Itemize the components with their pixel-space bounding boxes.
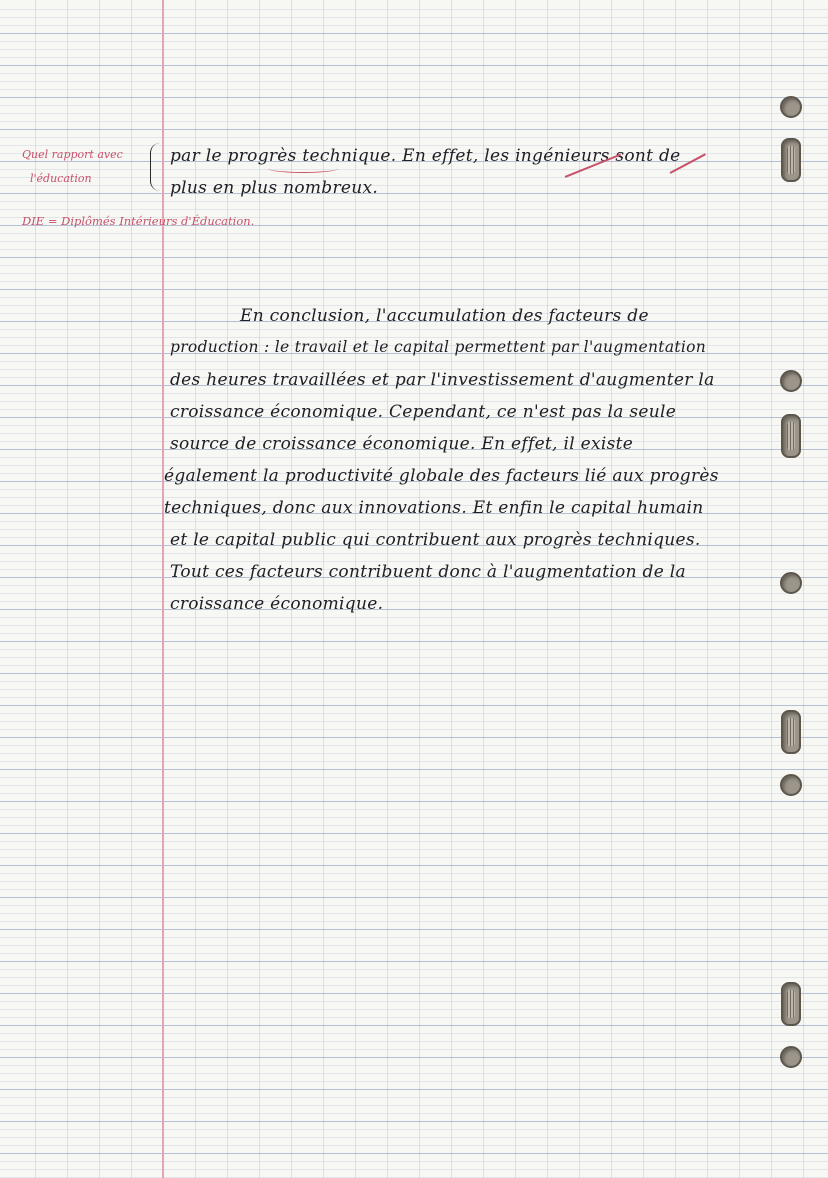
punch-hole	[781, 710, 801, 754]
punch-hole	[781, 138, 801, 182]
die-note: DIE = Diplômés Intérieurs d'Éducation.	[22, 214, 255, 228]
brace	[150, 143, 161, 191]
punch-hole	[781, 414, 801, 458]
punch-hole	[780, 572, 802, 594]
punch-hole	[780, 96, 802, 118]
correction-underline	[268, 164, 338, 173]
conclusion-line: également la productivité globale des facteurs lié aux progrès	[164, 466, 719, 486]
margin-question-line2: l'éducation	[30, 172, 92, 185]
conclusion-line: des heures travaillées et par l'investissement d'augmenter la	[170, 370, 715, 390]
top-paragraph-line1: par le progrès technique. En effet, les ingénieurs sont de	[170, 146, 681, 166]
margin-question-line1: Quel rapport avec	[22, 148, 123, 161]
conclusion-line: et le capital public qui contribuent aux progrès techniques.	[170, 530, 701, 550]
conclusion-line: source de croissance économique. En effet, il existe	[170, 434, 634, 454]
punch-hole	[781, 982, 801, 1026]
conclusion-line: croissance économique.	[170, 594, 384, 614]
conclusion-line: En conclusion, l'accumulation des facteurs de	[240, 306, 649, 326]
conclusion-line: croissance économique. Cependant, ce n'est pas la seule	[170, 402, 677, 422]
margin-line	[162, 0, 164, 1178]
punch-hole	[780, 774, 802, 796]
top-paragraph-line2: plus en plus nombreux.	[170, 178, 379, 198]
conclusion-line: techniques, donc aux innovations. Et enfin le capital humain	[164, 498, 704, 518]
conclusion-line: production : le travail et le capital permettent par l'augmentation	[170, 338, 707, 356]
conclusion-line: Tout ces facteurs contribuent donc à l'augmentation de la	[170, 562, 686, 582]
punch-hole	[780, 1046, 802, 1068]
punch-hole	[780, 370, 802, 392]
